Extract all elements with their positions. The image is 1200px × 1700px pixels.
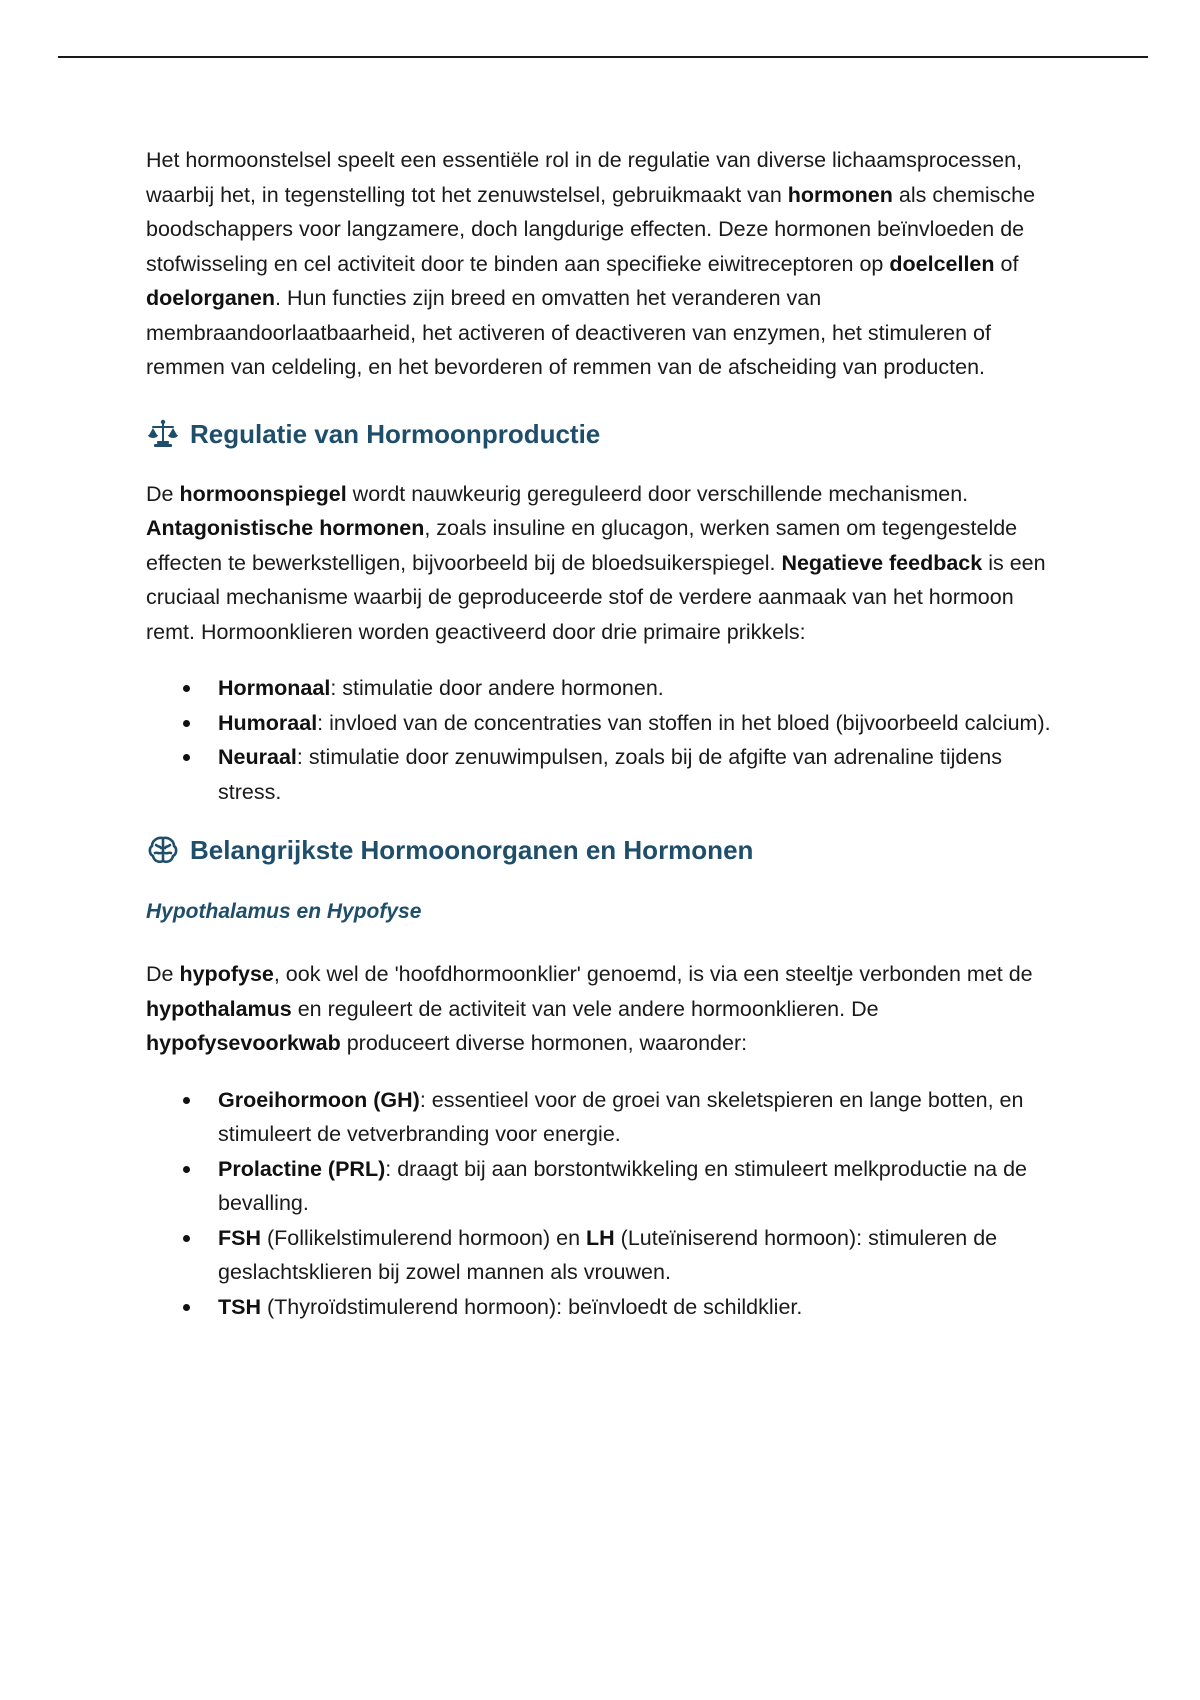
section-heading-hormoonorganen <box>146 833 1066 867</box>
section-heading-regulatie <box>146 417 1066 451</box>
list-item: Hormonaal: stimulatie door andere hormonen. <box>218 671 1066 706</box>
list-item: Prolactine (PRL): draagt bij aan borstontwikkeling en stimuleert melkproductie na de bevalling. <box>218 1152 1066 1221</box>
hormones-list <box>146 1083 1066 1325</box>
list-item: Neuraal: stimulatie door zenuwimpulsen, zoals bij de afgifte van adrenaline tijdens stress. <box>218 740 1066 809</box>
intro-paragraph: Het hormoonstelsel speelt een essentiële rol in de regulatie van diverse lichaamsprocessen, waarbij het, in tegenstelling tot het zenuwstelsel, gebruikmaakt van hormonen als chemische boodschappers voor langzamere, doch langdurige effecten. Deze hormonen beïnvloeden de stofwisseling en cel activiteit door te binden aan specifieke eiwitreceptoren op doelcellen of doelorganen. Hun functies zijn breed en omvatten het veranderen van membraandoorlaatbaarheid, het activeren of deactiveren van enzymen, het stimuleren of remmen van celdeling, en het bevorderen of remmen van de afscheiding van producten. <box>146 148 1036 379</box>
document-body <box>146 143 1066 1324</box>
scale-balance-icon <box>146 417 180 451</box>
brain-icon <box>146 833 180 867</box>
list-item: Humoraal: invloed van de concentraties van stoffen in het bloed (bijvoorbeeld calcium). <box>218 706 1066 741</box>
hypofyse-paragraph: De hypofyse, ook wel de 'hoofdhormoonklier' genoemd, is via een steeltje verbonden met de hypothalamus en reguleert de activiteit van vele andere hormoonklieren. De hypofysevoorkwab produceert diverse hormonen, waaronder: <box>146 962 1033 1055</box>
list-item: FSH (Follikelstimulerend hormoon) en LH (Luteïniserend hormoon): stimuleren de geslachtsklieren bij zowel mannen als vrouwen. <box>218 1221 1066 1290</box>
stimuli-list <box>146 671 1066 809</box>
list-item: TSH (Thyroïdstimulerend hormoon): beïnvloedt de schildklier. <box>218 1290 1066 1325</box>
section-title: Belangrijkste Hormoonorganen en Hormonen <box>190 835 754 865</box>
section-title: Regulatie van Hormoonproductie <box>190 418 601 449</box>
top-divider <box>58 56 1148 58</box>
subsection-title: Hypothalamus en Hypofyse <box>146 900 422 923</box>
regulatie-paragraph: De hormoonspiegel wordt nauwkeurig gereguleerd door verschillende mechanismen. Antagonistische hormonen, zoals insuline en glucagon, werken samen om tegengestelde effecten te bewerkstelligen, bijvoorbeeld bij de bloedsuikerspiegel. Negatieve feedback is een cruciaal mechanisme waarbij de geproduceerde stof de verdere aanmaak van het hormoon remt. Hormoonklieren worden geactiveerd door drie primaire prikkels: <box>146 481 1046 644</box>
list-item: Groeihormoon (GH): essentieel voor de groei van skeletspieren en lange botten, en stimuleert de vetverbranding voor energie. <box>218 1083 1066 1152</box>
